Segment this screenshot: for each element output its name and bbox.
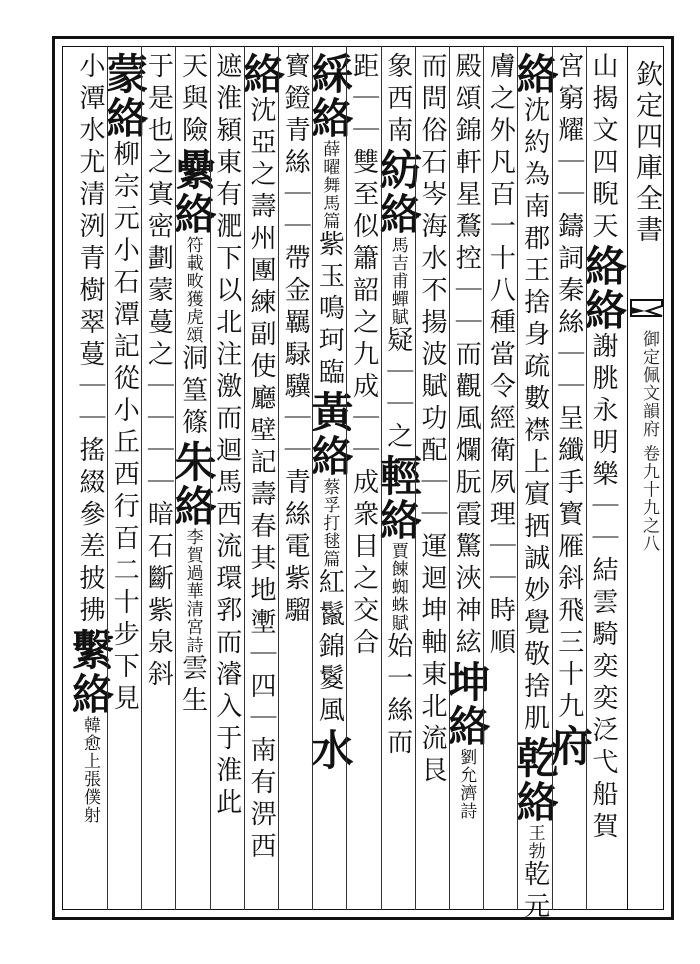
entry-headword: 絡 bbox=[510, 52, 560, 96]
column-text: 山揭文四睨天 bbox=[587, 52, 618, 244]
column-text: 乾元 bbox=[519, 860, 550, 924]
entry-headword: 綵絡 bbox=[305, 52, 355, 140]
entry-headword: 繫絡 bbox=[65, 628, 115, 716]
text-column bbox=[483, 52, 517, 902]
source-note: 符載畋獲虎頌 bbox=[182, 236, 203, 344]
column-text: 殿頌錦軒星鶩控｜｜而觀風爛朊霞驚浹神絃 bbox=[451, 52, 482, 660]
column-divider bbox=[244, 46, 245, 910]
source-note: 劉允濟詩 bbox=[456, 748, 477, 820]
column-divider bbox=[210, 46, 211, 910]
source-note: 蔡孚打毬篇 bbox=[319, 478, 340, 568]
column-divider bbox=[449, 46, 450, 910]
column-text: 宮窮耀｜｜ bbox=[553, 52, 584, 212]
text-column bbox=[236, 52, 286, 902]
entry-headword: 水 bbox=[305, 728, 355, 772]
text-column bbox=[510, 52, 560, 924]
column-divider bbox=[107, 46, 108, 910]
column-text: ｜｜暗石斷紫泉斜 bbox=[143, 436, 174, 692]
source-note: 薛曜舞馬篇 bbox=[319, 140, 340, 230]
column-text: 象西南 bbox=[382, 52, 413, 148]
text-column bbox=[65, 52, 115, 902]
source-note: 李賀過華清宮詩 bbox=[182, 528, 203, 654]
column-text: 遮淮潁東有淝下以北注激而迴馬西流環郛而濬入于淮此 bbox=[211, 52, 242, 820]
entry-headword: 纍絡 bbox=[168, 148, 218, 236]
column-divider bbox=[312, 46, 313, 910]
column-text: 距｜｜ bbox=[348, 52, 379, 148]
column-text: 寳鐙青絲｜｜帶金羈 bbox=[280, 52, 311, 340]
column-text: 始一絲而 bbox=[382, 632, 413, 760]
entry-headword: 絡絡 bbox=[578, 244, 628, 332]
column-text: 而問俗石岑海水不揚波賦功配｜｜運迴坤軸東北流艮 bbox=[416, 52, 447, 788]
column-text: 紫玉鳴珂臨 bbox=[314, 230, 345, 390]
column-text: 沈約為南郡王捨身疏數襟上賔拪誠妙覺敬捨肌 bbox=[519, 96, 550, 736]
column-text: 紅鬣錦鬉風 bbox=[314, 568, 345, 728]
fish-tail-ornament bbox=[629, 298, 664, 320]
column-text: 天與險 bbox=[177, 52, 208, 148]
column-text: 小潭水尤清洌青樹翠蔓｜｜搖綴參差披拂 bbox=[74, 52, 105, 628]
entry-headword: 府 bbox=[544, 724, 594, 768]
text-column bbox=[141, 52, 175, 902]
entry-headword: 紡絡 bbox=[373, 148, 423, 236]
text-column bbox=[578, 52, 628, 902]
entry-headword: 黃絡 bbox=[305, 390, 355, 478]
text-column bbox=[168, 52, 218, 902]
column-divider bbox=[586, 46, 587, 910]
column-divider bbox=[278, 46, 279, 910]
column-text: 之寘密劃蒙蔓之｜｜ bbox=[143, 148, 174, 436]
column-text: 于是也 bbox=[143, 52, 174, 148]
column-text: 雙至似簫韶之九成 bbox=[348, 148, 379, 404]
column-divider bbox=[175, 46, 176, 910]
text-column bbox=[305, 52, 355, 902]
source-note: 賈餗蜘蛛賦 bbox=[387, 542, 408, 632]
column-text: 謝朓永明樂｜｜結雲騎奕奕泛弋船賀 bbox=[587, 332, 618, 844]
column-text: ｜｜成衆目之交合 bbox=[348, 404, 379, 660]
column-divider bbox=[381, 46, 382, 910]
entry-headword: 絡 bbox=[236, 52, 286, 96]
column-text: 膚之外凡百一十八種當令經衛夙理｜｜時順 bbox=[485, 52, 516, 660]
source-note: 王勃 bbox=[524, 824, 545, 860]
column-text: 騄驥｜｜青絲電紫騮 bbox=[280, 340, 311, 628]
column-text: 疑｜｜之 bbox=[382, 326, 413, 454]
column-divider bbox=[141, 46, 142, 910]
text-column bbox=[373, 52, 423, 902]
text-column bbox=[442, 52, 492, 902]
text-column bbox=[100, 52, 150, 902]
column-text: 洞篁篠 bbox=[177, 344, 208, 440]
entry-headword: 朱絡 bbox=[168, 440, 218, 528]
entry-headword: 坤絡 bbox=[442, 660, 492, 748]
column-text: 雲生 bbox=[177, 654, 208, 718]
column-divider bbox=[346, 46, 347, 910]
column-divider bbox=[415, 46, 416, 910]
column-divider bbox=[552, 46, 553, 910]
entry-headword: 輕絡 bbox=[373, 454, 423, 542]
entry-headword: 乾絡 bbox=[510, 736, 560, 824]
entry-headword: 蒙絡 bbox=[100, 52, 150, 140]
column-text: 沈亞之壽州團練副使廳壁記壽春其地壍｜四｜南有淠西 bbox=[245, 96, 276, 864]
source-note: 韓愈上張僕射 bbox=[79, 716, 100, 824]
column-divider bbox=[517, 46, 518, 910]
column-divider bbox=[483, 46, 484, 910]
column-text: 柳宗元小石潭記從小丘西行百二十步下見 bbox=[109, 140, 140, 716]
text-column bbox=[278, 52, 312, 902]
column-text: 鑄詞秦絲｜｜呈纖手寳雁斜飛三十九 bbox=[553, 212, 584, 724]
volume-label: 御定佩文韻府 卷九十九之八 bbox=[639, 330, 659, 553]
source-note: 馬吉甫蟬賦 bbox=[387, 236, 408, 326]
book-title: 欽定四庫全書 bbox=[631, 60, 662, 246]
